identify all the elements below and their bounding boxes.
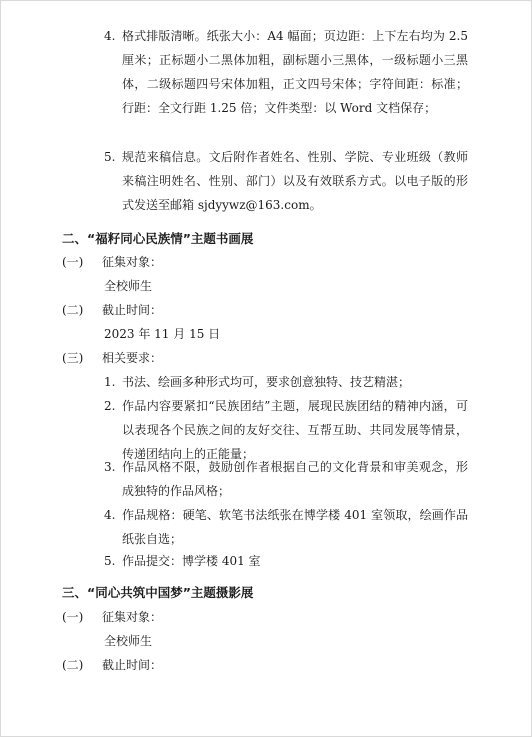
item-text: 书法、绘画多种形式均可，要求创意独特、技艺精湛；: [122, 375, 411, 389]
subsection-collect-target: [62, 250, 162, 274]
subsection-label: 征集对象：: [102, 255, 163, 269]
item-number: 1.: [104, 375, 116, 389]
subsection-number: (二): [62, 303, 84, 317]
list-item-format: [104, 24, 468, 120]
collect-target-value: 全校师生: [104, 634, 153, 648]
subsection-collect-target: [62, 605, 162, 629]
item-number: 5.: [104, 150, 116, 164]
item-text: 作品提交：博学楼 401 室: [122, 554, 261, 568]
section-heading: 二、“福籽同心民族情”主题书画展: [62, 231, 254, 246]
subsection-label: 截止时间：: [102, 303, 163, 317]
section-heading: 三、“同心共筑中国梦”主题摄影展: [62, 585, 254, 600]
subsection-number: (二): [62, 658, 84, 672]
list-item: [104, 503, 468, 551]
item-text: 作品规格：硬笔、软笔书法纸张在博学楼 401 室领取，绘画作品纸张自选；: [122, 508, 468, 546]
subsection-number: (三): [62, 351, 84, 365]
item-number: 2.: [104, 399, 116, 413]
deadline-value: 2023 年 11 月 15 日: [104, 327, 221, 341]
item-text: 作品内容要紧扣“民族团结”主题，展现民族团结的精神内涵，可以表现各个民族之间的友好交往、互帮互助、共同发展等情景，传递团结向上的正能量；: [122, 399, 468, 461]
subsection-deadline: [62, 298, 162, 322]
item-number: 5.: [104, 554, 116, 568]
subsection-requirements: [62, 346, 162, 370]
list-item: [104, 370, 468, 394]
subsection-number: (一): [62, 255, 84, 269]
subsection-number: (一): [62, 610, 84, 624]
subsection-label: 截止时间：: [102, 658, 163, 672]
item-number: 3.: [104, 460, 116, 474]
list-item-submission-info: [104, 145, 468, 217]
collect-target-value: 全校师生: [104, 279, 153, 293]
item-number: 4.: [104, 29, 116, 43]
list-item: [104, 549, 468, 573]
item-text: 规范来稿信息。文后附作者姓名、性别、学院、专业班级（教师来稿注明姓名、性别、部门）以及有效联系方式。以电子版的形式发送至邮箱 sjdyywz@163.com。: [122, 150, 468, 212]
item-text: 作品风格不限，鼓励创作者根据自己的文化背景和审美观念，形成独特的作品风格；: [122, 460, 468, 498]
subsection-label: 相关要求：: [102, 351, 163, 365]
subsection-label: 征集对象：: [102, 610, 163, 624]
item-number: 4.: [104, 508, 116, 522]
list-item: [104, 455, 468, 503]
item-text: 格式排版清晰。纸张大小：A4 幅面；页边距：上下左右均为 2.5 厘米；正标题小二黑体加粗，副标题小三黑体，一级标题小三黑体，二级标题四号宋体加粗，正文四号宋体；字符间距：标准；行距：全文行距 1.25 倍；文件类型：以 Word 文档保存；: [122, 29, 468, 115]
subsection-deadline: [62, 653, 162, 677]
